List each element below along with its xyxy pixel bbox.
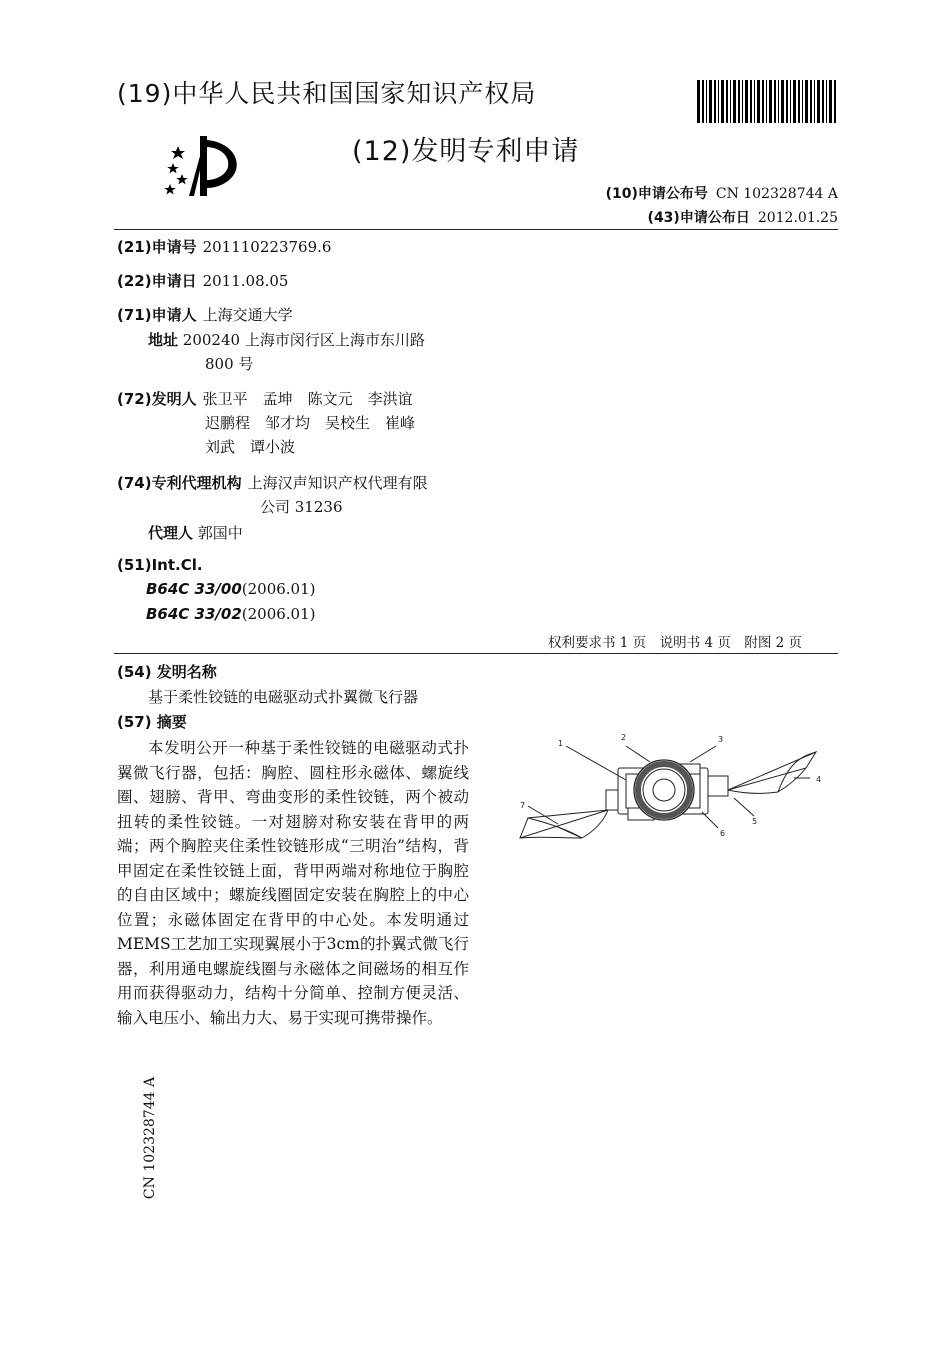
side-publication-number: CN 102328744 A	[142, 1076, 159, 1200]
application-date: 2011.08.05	[202, 272, 289, 290]
ipc-row	[117, 556, 203, 574]
publication-date: 2012.01.25	[757, 210, 838, 226]
title-label-row	[117, 661, 217, 682]
agency-line-2: 公司 31236	[260, 498, 343, 516]
agent-label: 代理人	[148, 524, 194, 542]
barcode	[697, 80, 837, 123]
inventor-label: (72)发明人	[117, 390, 197, 408]
drawing-label-5: 5	[752, 817, 758, 826]
drawing-label-3: 3	[718, 735, 724, 744]
address-line-1: 200240 上海市闵行区上海市东川路	[182, 331, 425, 349]
ipc-label: (51)Int.Cl.	[117, 556, 203, 574]
inventors-line-2: 迟鹏程 邹才均 吴校生 崔峰	[205, 414, 416, 432]
ipc-class-1	[146, 580, 316, 598]
drawing-label-1: 1	[558, 739, 564, 748]
drawing-label-2: 2	[621, 733, 627, 742]
ipc-code-1: B64C 33/00	[146, 580, 242, 598]
publication-number-label: (10)申请公布号	[605, 186, 708, 202]
bib-divider	[114, 653, 838, 654]
abstract-label: (57) 摘要	[117, 713, 187, 731]
address-line-2: 800 号	[205, 355, 254, 373]
agency-line-1: 上海汉声知识产权代理有限	[247, 474, 428, 492]
ipc-class-2	[146, 605, 316, 623]
publication-number: CN 102328744 A	[715, 186, 838, 202]
application-date-row	[117, 270, 288, 291]
abstract-label-row	[117, 711, 187, 732]
pages-summary: 权利要求书 1 页 说明书 4 页 附图 2 页	[547, 635, 802, 651]
applicant-row	[117, 304, 293, 325]
flapping-wing-drawing	[498, 728, 838, 848]
drawing-label-7: 7	[520, 801, 526, 810]
invention-title-label: (54) 发明名称	[117, 663, 217, 681]
address-label: 地址	[148, 331, 179, 349]
address-row	[148, 329, 425, 350]
application-number: 201110223769.6	[202, 238, 332, 256]
agency-row	[117, 472, 428, 493]
agent-row	[148, 522, 243, 543]
invention-title: 基于柔性铰链的电磁驱动式扑翼微飞行器	[148, 688, 419, 706]
document-type: (12)发明专利申请	[352, 136, 580, 167]
publication-number-row	[606, 183, 838, 203]
applicant-label: (71)申请人	[117, 306, 197, 324]
drawing-label-6: 6	[720, 829, 726, 838]
ipc-version-1: (2006.01)	[241, 580, 316, 598]
abstract-text: 本发明公开一种基于柔性铰链的电磁驱动式扑翼微飞行器，包括：胸腔、圆柱形永磁体、螺旋线圈、翅膀、背甲、弯曲变形的柔性铰链，两个被动扭转的柔性铰链。一对翅膀对称安装在背甲的两端；两个胸腔夹住柔性铰链形成“三明治”结构，背甲固定在柔性铰链上面，背甲两端对称地位于胸腔的自由区域中；螺旋线圈固定安装在胸腔上的中心位置；永磁体固定在背甲的中心处。本发明通过MEMS工艺加工实现翼展小于3cm的扑翼式微飞行器，利用通电螺旋线圈与永磁体之间磁场的相互作用而获得驱动力，结构十分简单、控制方便灵活、输入电压小、输出力大、易于实现可携带操作。	[117, 739, 469, 1027]
inventor-row	[117, 388, 413, 409]
cnipa-logo	[156, 130, 248, 200]
publication-date-row	[648, 207, 838, 227]
publication-date-label: (43)申请公布日	[647, 210, 750, 226]
drawing-label-4: 4	[816, 775, 822, 784]
office-name: (19)中华人民共和国国家知识产权局	[117, 79, 537, 108]
ipc-code-2: B64C 33/02	[146, 605, 242, 623]
ipc-version-2: (2006.01)	[241, 605, 316, 623]
inventors-line-3: 刘武 谭小波	[205, 438, 296, 456]
inventors-line-1: 张卫平 孟坤 陈文元 李洪谊	[202, 390, 413, 408]
agency-label: (74)专利代理机构	[117, 474, 242, 492]
application-number-label: (21)申请号	[117, 238, 197, 256]
application-number-row	[117, 236, 331, 257]
agent: 郭国中	[197, 524, 243, 542]
applicant: 上海交通大学	[202, 306, 293, 324]
application-date-label: (22)申请日	[117, 272, 197, 290]
header-divider	[114, 229, 838, 230]
